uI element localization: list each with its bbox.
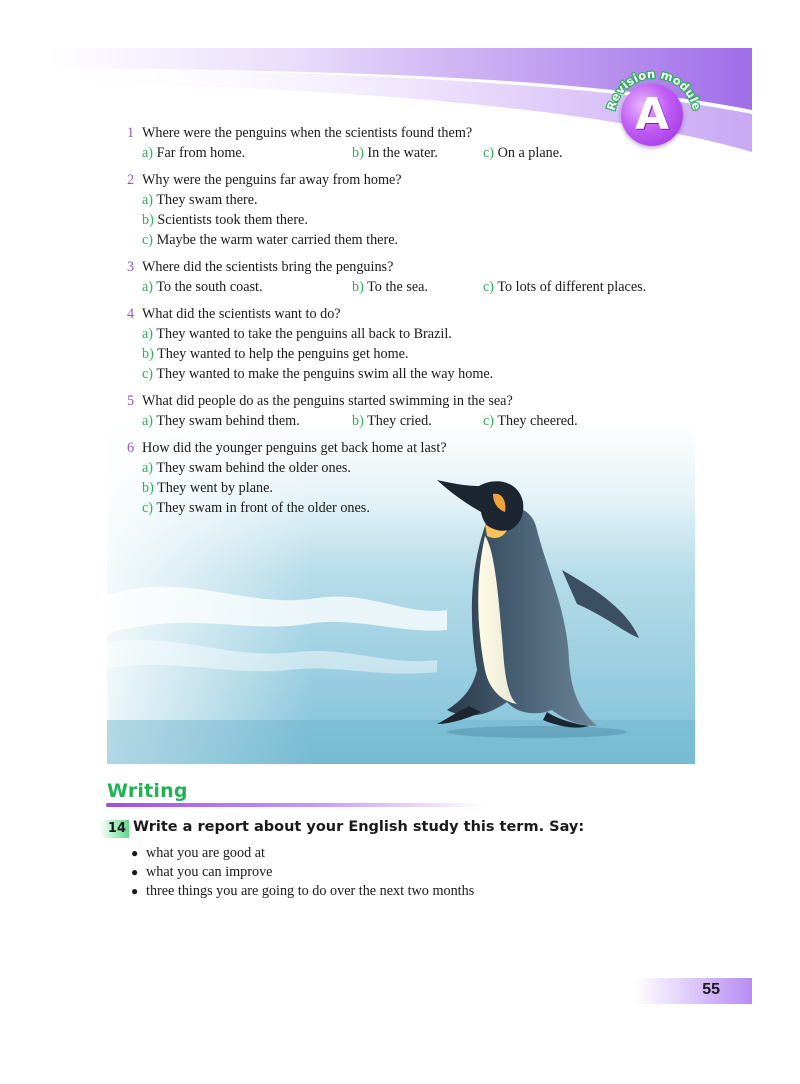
answer-option bbox=[352, 277, 483, 297]
option-letter: c) bbox=[483, 413, 495, 429]
option-letter: c) bbox=[142, 232, 154, 248]
answer-option bbox=[142, 190, 707, 210]
option-letter: b) bbox=[142, 212, 154, 228]
option-text: To the sea. bbox=[367, 279, 428, 295]
answer-option bbox=[483, 277, 646, 297]
option-letter: b) bbox=[352, 279, 364, 295]
option-letter: a) bbox=[142, 460, 154, 476]
question-text: Why were the penguins far away from home? bbox=[142, 172, 402, 188]
answer-option bbox=[142, 143, 352, 163]
option-letter: b) bbox=[352, 413, 364, 429]
answer-options bbox=[127, 143, 707, 163]
question-text: How did the younger penguins get back home at last? bbox=[142, 440, 447, 456]
question-prompt bbox=[127, 257, 707, 277]
option-letter: b) bbox=[142, 346, 154, 362]
option-text: They wanted to make the penguins swim all the way home. bbox=[156, 366, 494, 382]
option-letter: c) bbox=[483, 279, 495, 295]
writing-title-underline bbox=[106, 803, 486, 807]
option-text: In the water. bbox=[367, 145, 438, 161]
answer-option bbox=[142, 344, 707, 364]
answer-option bbox=[142, 210, 707, 230]
bullet-item bbox=[131, 863, 474, 882]
option-letter: c) bbox=[483, 145, 495, 161]
question-number: 6 bbox=[127, 440, 135, 456]
question-number: 3 bbox=[127, 259, 135, 275]
question-2 bbox=[127, 170, 707, 250]
option-text: They swam there. bbox=[156, 192, 258, 208]
option-letter: a) bbox=[142, 279, 154, 295]
option-text: Scientists took them there. bbox=[157, 212, 308, 228]
badge-arc-text: Revision module bbox=[604, 66, 704, 112]
option-text: To the south coast. bbox=[156, 279, 263, 295]
answer-option bbox=[142, 277, 352, 297]
answer-options bbox=[127, 324, 707, 384]
answer-option bbox=[142, 478, 707, 498]
option-text: On a plane. bbox=[497, 145, 563, 161]
option-text: They wanted to take the penguins all back to Brazil. bbox=[156, 326, 452, 342]
question-3 bbox=[127, 257, 707, 297]
question-number: 2 bbox=[127, 172, 135, 188]
option-letter: a) bbox=[142, 192, 154, 208]
option-letter: c) bbox=[142, 366, 154, 382]
answer-option bbox=[142, 364, 707, 384]
answer-option bbox=[142, 498, 707, 518]
bullet-text: three things you are going to do over the next two months bbox=[146, 883, 475, 899]
bullet-item bbox=[131, 844, 474, 863]
answer-option bbox=[352, 143, 483, 163]
question-text: What did people do as the penguins started swimming in the sea? bbox=[142, 393, 513, 409]
answer-option bbox=[142, 324, 707, 344]
bullet-dot-icon: ● bbox=[131, 865, 139, 879]
option-letter: c) bbox=[142, 500, 154, 516]
option-text: They swam behind them. bbox=[156, 413, 300, 429]
option-text: They cried. bbox=[367, 413, 432, 429]
writing-bullet-list bbox=[131, 844, 474, 901]
answer-option bbox=[142, 458, 707, 478]
answer-option bbox=[142, 411, 352, 431]
question-prompt bbox=[127, 304, 707, 324]
question-number: 4 bbox=[127, 306, 135, 322]
bullet-item bbox=[131, 882, 474, 901]
option-text: To lots of different places. bbox=[497, 279, 647, 295]
option-letter: a) bbox=[142, 145, 154, 161]
option-text: They went by plane. bbox=[157, 480, 273, 496]
page-number-tab bbox=[634, 978, 752, 1004]
question-4 bbox=[127, 304, 707, 384]
question-prompt bbox=[127, 391, 707, 411]
bullet-text: what you can improve bbox=[146, 864, 273, 880]
question-prompt bbox=[127, 170, 707, 190]
bullet-text: what you are good at bbox=[146, 845, 265, 861]
answer-options bbox=[127, 277, 707, 297]
option-letter: a) bbox=[142, 326, 154, 342]
option-letter: b) bbox=[142, 480, 154, 496]
question-text: Where did the scientists bring the penguins? bbox=[142, 259, 394, 275]
task-instruction: Write a report about your English study this term. Say: bbox=[133, 819, 585, 835]
question-prompt bbox=[127, 438, 707, 458]
question-6 bbox=[127, 438, 707, 518]
answer-options bbox=[127, 411, 707, 431]
answer-option bbox=[142, 230, 707, 250]
question-number: 1 bbox=[127, 125, 135, 141]
comprehension-questions bbox=[127, 123, 707, 525]
option-text: They cheered. bbox=[497, 413, 578, 429]
option-text: They swam in front of the older ones. bbox=[156, 500, 370, 516]
answer-option bbox=[483, 411, 578, 431]
option-text: Maybe the warm water carried them there. bbox=[156, 232, 399, 248]
bullet-dot-icon: ● bbox=[131, 884, 139, 898]
question-prompt bbox=[127, 123, 707, 143]
badge-letter: A bbox=[634, 89, 670, 140]
option-text: Far from home. bbox=[156, 145, 246, 161]
answer-options bbox=[127, 190, 707, 250]
question-1 bbox=[127, 123, 707, 163]
option-letter: b) bbox=[352, 145, 364, 161]
task-number-badge: 14 bbox=[99, 820, 129, 838]
option-text: They swam behind the older ones. bbox=[156, 460, 351, 476]
answer-options bbox=[127, 458, 707, 518]
option-letter: a) bbox=[142, 413, 154, 429]
writing-section-title: Writing bbox=[107, 780, 188, 802]
question-text: What did the scientists want to do? bbox=[142, 306, 341, 322]
option-text: They wanted to help the penguins get home. bbox=[157, 346, 409, 362]
question-text: Where were the penguins when the scientists found them? bbox=[142, 125, 473, 141]
question-5 bbox=[127, 391, 707, 431]
question-number: 5 bbox=[127, 393, 135, 409]
bullet-dot-icon: ● bbox=[131, 846, 139, 860]
answer-option bbox=[483, 143, 563, 163]
answer-option bbox=[352, 411, 483, 431]
page-number: 55 bbox=[702, 981, 720, 998]
